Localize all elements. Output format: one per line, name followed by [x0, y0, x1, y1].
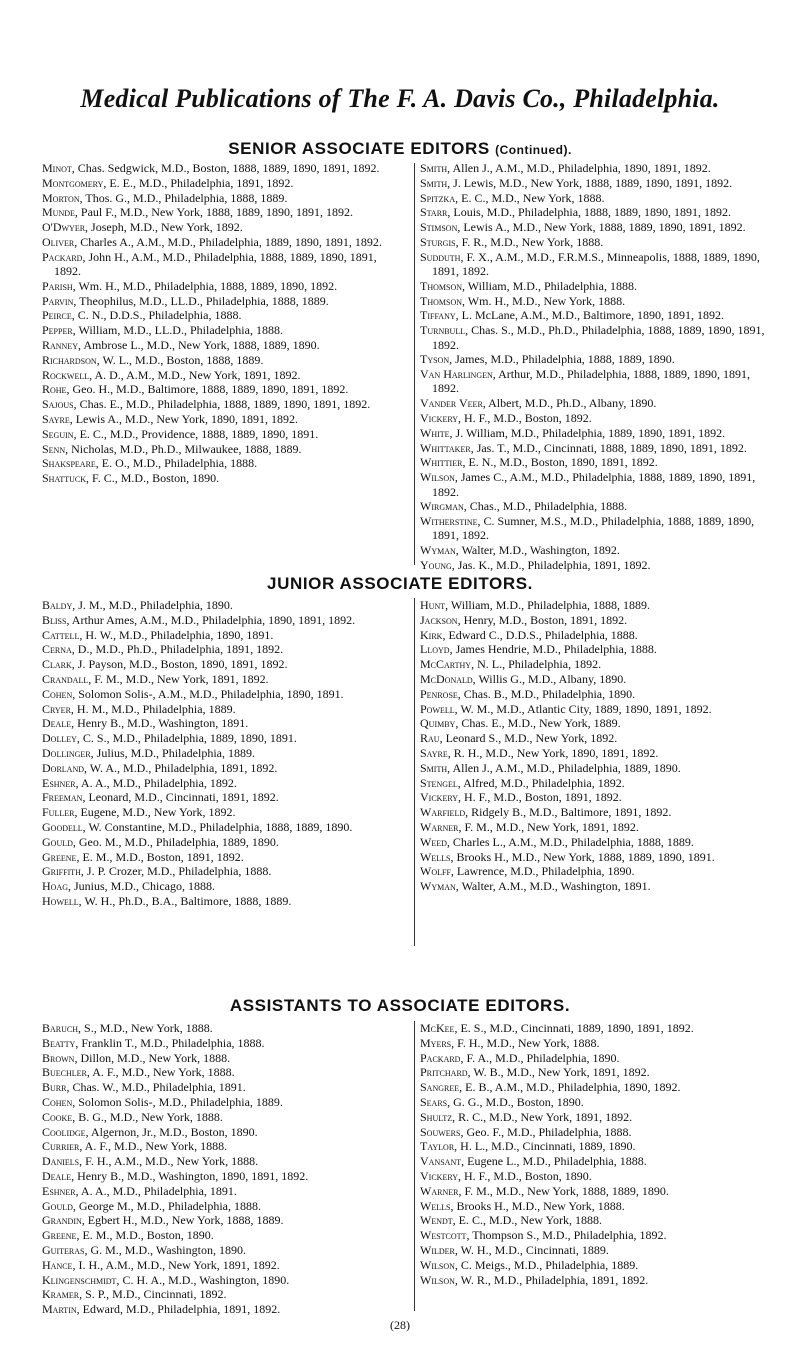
editor-surname: Whittaker — [420, 440, 471, 455]
editor-surname: Wilson — [420, 1257, 455, 1272]
editor-surname: Wolff — [420, 864, 451, 879]
editor-surname: Dollinger — [42, 745, 91, 760]
editor-entry: Kirk, Edward C., D.D.S., Philadelphia, 1888. — [420, 627, 638, 642]
editor-surname: Shakspeare — [42, 456, 96, 471]
editor-entry: Spitzka, E. C., M.D., New York, 1888. — [420, 190, 605, 205]
page-number: (28) — [390, 1318, 410, 1332]
editor-entry: Wilson, James C., A.M., M.D., Philadelphia, 1888, 1889, 1890, 1891, 1892. — [420, 470, 756, 499]
editor-entry: McKee, E. S., M.D., Cincinnati, 1889, 1890, 1891, 1892. — [420, 1021, 694, 1035]
editor-entry: Munde, Paul F., M.D., New York, 1888, 1889, 1890, 1891, 1892. — [42, 205, 353, 220]
editor-surname: Cohen — [42, 1094, 73, 1109]
editor-surname: Minot — [42, 161, 72, 175]
editor-entry: Sayre, Lewis A., M.D., New York, 1890, 1891, 1892. — [42, 412, 299, 427]
editor-surname: Greene — [42, 849, 77, 864]
editor-entry: Daniels, F. H., A.M., M.D., New York, 1888. — [42, 1154, 259, 1169]
editor-surname: Thomson — [420, 293, 463, 308]
editor-surname: Richardson — [42, 352, 97, 367]
editor-entry: Cohen, Solomon Solis-, M.D., Philadelphia, 1889. — [42, 1094, 283, 1109]
editor-surname: Packard — [42, 249, 83, 264]
editor-entry: Smith, Allen J., A.M., M.D., Philadelphia, 1889, 1890. — [420, 760, 681, 775]
editor-surname: Baldy — [42, 598, 73, 612]
editor-entry: Kramer, S. P., M.D., Cincinnati, 1892. — [42, 1287, 227, 1302]
section-title-assistants: ASSISTANTS TO ASSOCIATE EDITORS. — [229, 996, 571, 1015]
editor-surname: Sayre — [420, 745, 448, 760]
editor-entry: Powell, W. M., M.D., Atlantic City, 1889, 1890, 1891, 1892. — [420, 701, 712, 716]
editor-surname: Taylor — [420, 1139, 455, 1154]
editor-surname: McCarthy — [420, 657, 472, 672]
editor-entry: Packard, F. A., M.D., Philadelphia, 1890. — [420, 1050, 620, 1065]
editor-surname: Bliss — [42, 612, 67, 627]
editor-surname: Quimby — [420, 716, 456, 731]
editor-surname: Wilson — [420, 1272, 455, 1287]
editor-surname: Cryer — [42, 701, 71, 716]
editor-surname: Shattuck — [42, 471, 87, 486]
editor-entry: Cohen, Solomon Solis-, A.M., M.D., Philadelphia, 1890, 1891. — [42, 686, 344, 701]
editor-surname: Wirgman — [420, 499, 464, 514]
editor-entry: Taylor, H. L., M.D., Cincinnati, 1889, 1890. — [420, 1139, 636, 1154]
editor-surname: Seguin — [42, 426, 74, 441]
editor-entry: Witherstine, C. Sumner, M.S., M.D., Philadelphia, 1888, 1889, 1890, 1891, 1892. — [420, 514, 755, 543]
editor-entry: Rockwell, A. D., A.M., M.D., New York, 1891, 1892. — [42, 367, 301, 382]
editor-entry: Vickery, H. F., M.D., Boston, 1891, 1892. — [420, 790, 622, 805]
editor-surname: Eshner — [42, 775, 76, 790]
editor-surname: Vansant — [420, 1154, 462, 1169]
editor-surname: Sudduth — [420, 249, 461, 264]
editor-entry: Warfield, Ridgely B., M.D., Baltimore, 1891, 1892. — [420, 805, 672, 820]
junior-left-column — [42, 598, 390, 909]
senior-right-column — [420, 161, 768, 573]
editor-surname: Rau — [420, 731, 440, 746]
editor-entry: Sturgis, F. R., M.D., New York, 1888. — [420, 234, 604, 249]
editor-entry: Martin, Edward, M.D., Philadelphia, 1891, 1892. — [42, 1302, 281, 1317]
section-title-senior-suffix: (Continued). — [495, 143, 572, 157]
editor-surname: Starr — [420, 205, 448, 220]
editor-surname: Fuller — [42, 805, 75, 820]
editor-surname: Cattell — [42, 627, 80, 642]
editor-surname: Sangree — [420, 1080, 460, 1095]
editor-entry: Young, Jas. K., M.D., Philadelphia, 1891, 1892. — [420, 558, 651, 573]
editor-entry: Myers, F. H., M.D., New York, 1888. — [420, 1035, 600, 1050]
editor-entry: Cooke, B. G., M.D., New York, 1888. — [42, 1109, 223, 1124]
section-title-junior: JUNIOR ASSOCIATE EDITORS. — [267, 574, 533, 593]
editor-entry: Sangree, E. B., A.M., M.D., Philadelphia, 1890, 1892. — [420, 1080, 681, 1095]
editor-surname: Martin — [42, 1302, 77, 1317]
editor-surname: Smith — [420, 760, 448, 775]
editor-surname: Klingenschmidt — [42, 1272, 117, 1287]
assistants-left-column — [42, 1021, 390, 1317]
editor-surname: Clark — [42, 657, 72, 672]
editor-entry: Dollinger, Julius, M.D., Philadelphia, 1889. — [42, 745, 256, 760]
editor-surname: Buechler — [42, 1065, 87, 1080]
column-divider — [414, 598, 415, 946]
editor-surname: Smith — [420, 175, 448, 190]
editor-surname: Westcott — [420, 1228, 467, 1243]
editor-entry: Sayre, R. H., M.D., New York, 1890, 1891, 1892. — [420, 745, 659, 760]
editor-entry: Shakspeare, E. O., M.D., Philadelphia, 1888. — [42, 456, 258, 471]
editor-entry: Wyman, Walter, A.M., M.D., Washington, 1891. — [420, 879, 651, 894]
editor-entry: McDonald, Willis G., M.D., Albany, 1890. — [420, 671, 627, 686]
editor-surname: Stengel — [420, 775, 458, 790]
editor-surname: Deale — [42, 1168, 72, 1183]
editor-entry: Packard, John H., A.M., M.D., Philadelphia, 1888, 1889, 1890, 1891, 1892. — [42, 249, 377, 279]
editor-surname: Dolley — [42, 731, 77, 746]
editor-entry: Quimby, Chas. E., M.D., New York, 1889. — [420, 716, 621, 731]
section-title-senior-text: SENIOR ASSOCIATE EDITORS — [228, 139, 490, 158]
editor-entry: Wirgman, Chas., M.D., Philadelphia, 1888. — [420, 499, 628, 514]
editor-entry: Vickery, H. F., M.D., Boston, 1890. — [420, 1168, 592, 1183]
editor-surname: Brown — [42, 1050, 75, 1065]
editor-entry: Wilder, W. H., M.D., Cincinnati, 1889. — [420, 1242, 609, 1257]
editor-entry: Parvin, Theophilus, M.D., LL.D., Philadelphia, 1888, 1889. — [42, 293, 329, 308]
editor-surname: Cooke — [42, 1109, 73, 1124]
editor-entry: Sears, G. G., M.D., Boston, 1890. — [420, 1094, 584, 1109]
editor-entry: Rohe, Geo. H., M.D., Baltimore, 1888, 1889, 1890, 1891, 1892. — [42, 382, 349, 397]
editor-surname: O'Dwyer — [42, 220, 86, 235]
editor-surname: Jackson — [420, 612, 458, 627]
editor-surname: Tyson — [420, 352, 450, 367]
editor-surname: McKee — [420, 1021, 455, 1035]
editor-entry: Dorland, W. A., M.D., Philadelphia, 1891, 1892. — [42, 760, 278, 775]
editor-entry: Wyman, Walter, M.D., Washington, 1892. — [420, 543, 620, 558]
editor-surname: Wyman — [420, 543, 456, 558]
editor-entry: Rau, Leonard S., M.D., New York, 1892. — [420, 731, 618, 746]
editor-entry: Sudduth, F. X., A.M., M.D., F.R.M.S., Minneapolis, 1888, 1889, 1890, 1891, 1892. — [420, 249, 760, 279]
editor-surname: Vander Veer — [420, 396, 483, 411]
editor-surname: Greene — [42, 1228, 77, 1243]
editor-entry: Vickery, H. F., M.D., Boston, 1892. — [420, 411, 592, 426]
editor-entry: Wells, Brooks H., M.D., New York, 1888, 1889, 1890, 1891. — [420, 849, 715, 864]
column-divider — [414, 163, 415, 565]
editor-surname: Guiteras — [42, 1242, 85, 1257]
editor-entry: Westcott, Thompson S., M.D., Philadelphia, 1892. — [420, 1228, 667, 1243]
editor-surname: White — [420, 425, 450, 440]
editor-entry: Dolley, C. S., M.D., Philadelphia, 1889, 1890, 1891. — [42, 731, 297, 746]
editor-entry: Thomson, William, M.D., Philadelphia, 1888. — [420, 278, 637, 293]
editor-surname: Smith — [420, 161, 448, 175]
editor-entry: Greene, E. M., M.D., Boston, 1890. — [42, 1228, 214, 1243]
editor-entry: Deale, Henry B., M.D., Washington, 1890, 1891, 1892. — [42, 1168, 309, 1183]
editor-surname: Sayre — [42, 412, 70, 427]
editor-entry: Howell, W. H., Ph.D., B.A., Baltimore, 1888, 1889. — [42, 893, 292, 908]
editor-surname: Burr — [42, 1080, 67, 1095]
editor-entry: Buechler, A. F., M.D., New York, 1888. — [42, 1065, 235, 1080]
editor-entry: Warner, F. M., M.D., New York, 1888, 1889, 1890. — [420, 1183, 669, 1198]
editor-surname: Freeman — [42, 790, 83, 805]
editor-entry: Baldy, J. M., M.D., Philadelphia, 1890. — [42, 598, 233, 612]
editor-entry: Ranney, Ambrose L., M.D., New York, 1888, 1889, 1890. — [42, 338, 320, 353]
editor-surname: Warner — [420, 819, 459, 834]
editor-entry: Van Harlingen, Arthur, M.D., Philadelphia, 1888, 1889, 1890, 1891, 1892. — [420, 367, 750, 396]
editor-surname: Grandin — [42, 1213, 82, 1228]
editor-entry: Sajous, Chas. E., M.D., Philadelphia, 1888, 1889, 1890, 1891, 1892. — [42, 397, 371, 412]
editor-surname: Thomson — [420, 278, 463, 293]
editor-surname: Souwers — [420, 1124, 461, 1139]
editor-surname: Wilder — [420, 1242, 455, 1257]
editor-surname: Myers — [420, 1035, 452, 1050]
editor-surname: Crandall — [42, 671, 89, 686]
editor-surname: Ranney — [42, 338, 78, 353]
editor-surname: Rohe — [42, 382, 67, 397]
editor-surname: Stimson — [420, 220, 458, 235]
editor-surname: Peirce — [42, 308, 72, 323]
editor-surname: Young — [420, 558, 452, 573]
editor-entry: Fuller, Eugene, M.D., New York, 1892. — [42, 805, 236, 820]
editor-entry: Gould, George M., M.D., Philadelphia, 1888. — [42, 1198, 261, 1213]
editor-surname: Weed — [420, 834, 447, 849]
editor-entry: Klingenschmidt, C. H. A., M.D., Washington, 1890. — [42, 1272, 290, 1287]
editor-surname: Hoag — [42, 879, 68, 894]
editor-surname: Kirk — [420, 627, 443, 642]
editor-entry: McCarthy, N. L., Philadelphia, 1892. — [420, 657, 602, 672]
editor-entry: Pepper, William, M.D., LL.D., Philadelphia, 1888. — [42, 323, 283, 338]
editor-entry: Guiteras, G. M., M.D., Washington, 1890. — [42, 1242, 246, 1257]
editor-entry: Goodell, W. Constantine, M.D., Philadelphia, 1888, 1889, 1890. — [42, 819, 353, 834]
editor-surname: Gould — [42, 1198, 73, 1213]
editor-entry: Vansant, Eugene L., M.D., Philadelphia, 1888. — [420, 1154, 647, 1169]
editor-entry: Crandall, F. M., M.D., New York, 1891, 1892. — [42, 671, 269, 686]
editor-surname: Vickery — [420, 411, 459, 426]
editor-surname: Witherstine — [420, 514, 478, 529]
editor-surname: Warfield — [420, 805, 466, 820]
editor-surname: Shultz — [420, 1109, 453, 1124]
editor-entry: Seguin, E. C., M.D., Providence, 1888, 1889, 1890, 1891. — [42, 426, 319, 441]
editor-surname: Spitzka — [420, 190, 456, 205]
editor-entry: Cryer, H. M., M.D., Philadelphia, 1889. — [42, 701, 236, 716]
editor-entry: Burr, Chas. W., M.D., Philadelphia, 1891. — [42, 1080, 246, 1095]
editor-surname: Eshner — [42, 1183, 76, 1198]
editor-entry: Senn, Nicholas, M.D., Ph.D., Milwaukee, 1888, 1889. — [42, 441, 302, 456]
editor-entry: Weed, Charles L., A.M., M.D., Philadelphia, 1888, 1889. — [420, 834, 694, 849]
editor-entry: Cerna, D., M.D., Ph.D., Philadelphia, 1891, 1892. — [42, 642, 284, 657]
editor-surname: Pepper — [42, 323, 73, 338]
editor-surname: Morton — [42, 190, 80, 205]
editor-surname: Sturgis — [420, 234, 456, 249]
editor-surname: Deale — [42, 716, 72, 731]
editor-surname: Vickery — [420, 1168, 459, 1183]
editor-surname: Tiffany — [420, 308, 456, 323]
editor-entry: Souwers, Geo. F., M.D., Philadelphia, 1888. — [420, 1124, 632, 1139]
editor-entry: Whittaker, Jas. T., M.D., Cincinnati, 1888, 1889, 1890, 1891, 1892. — [420, 440, 747, 455]
editor-entry: Cattell, H. W., M.D., Philadelphia, 1890, 1891. — [42, 627, 274, 642]
editor-surname: Hunt — [420, 598, 446, 612]
editor-surname: Wells — [420, 849, 451, 864]
editor-surname: Munde — [42, 205, 75, 220]
editor-surname: Wendt — [420, 1213, 453, 1228]
editor-entry: Thomson, Wm. H., M.D., New York, 1888. — [420, 293, 626, 308]
editor-entry: Shattuck, F. C., M.D., Boston, 1890. — [42, 471, 220, 486]
editor-entry: Peirce, C. N., D.D.S., Philadelphia, 1888. — [42, 308, 242, 323]
editor-surname: Hance — [42, 1257, 73, 1272]
editor-surname: Currier — [42, 1139, 80, 1154]
editor-entry: Hance, I. H., A.M., M.D., New York, 1891, 1892. — [42, 1257, 280, 1272]
editor-surname: McDonald — [420, 671, 473, 686]
editor-surname: Wilson — [420, 470, 455, 485]
section-title-senior — [0, 139, 800, 159]
editor-entry: Parish, Wm. H., M.D., Philadelphia, 1888, 1889, 1890, 1892. — [42, 278, 338, 293]
editor-entry: Wolff, Lawrence, M.D., Philadelphia, 1890. — [420, 864, 635, 879]
editor-surname: Parvin — [42, 293, 74, 308]
editor-surname: Turnbull — [420, 323, 466, 338]
editor-entry: Morton, Thos. G., M.D., Philadelphia, 1888, 1889. — [42, 190, 288, 205]
editor-surname: Vickery — [420, 790, 459, 805]
editor-entry: Gould, Geo. M., M.D., Philadelphia, 1889, 1890. — [42, 834, 279, 849]
editor-entry: Stengel, Alfred, M.D., Philadelphia, 1892. — [420, 775, 625, 790]
editor-surname: Montgomery — [42, 175, 104, 190]
editor-surname: Van Harlingen — [420, 367, 493, 382]
editor-entry: Penrose, Chas. B., M.D., Philadelphia, 1890. — [420, 686, 636, 701]
running-head: Medical Publications of The F. A. Davis Co., Philadelphia. — [80, 84, 720, 113]
editor-entry: Freeman, Leonard, M.D., Cincinnati, 1891, 1892. — [42, 790, 279, 805]
editor-surname: Senn — [42, 441, 66, 456]
editor-entry: Smith, Allen J., A.M., M.D., Philadelphia, 1890, 1891, 1892. — [420, 161, 711, 175]
junior-right-column — [420, 598, 768, 894]
editor-entry: Pritchard, W. B., M.D., New York, 1891, 1892. — [420, 1065, 650, 1080]
editor-surname: Dorland — [42, 760, 84, 775]
editor-entry: Shultz, R. C., M.D., New York, 1891, 1892. — [420, 1109, 633, 1124]
editor-entry: Turnbull, Chas. S., M.D., Ph.D., Philadelphia, 1888, 1889, 1890, 1891, 1892. — [420, 323, 765, 352]
editor-entry: Currier, A. F., M.D., New York, 1888. — [42, 1139, 228, 1154]
editor-entry: Eshner, A. A., M.D., Philadelphia, 1891. — [42, 1183, 237, 1198]
column-divider — [414, 1021, 415, 1311]
editor-entry: Warner, F. M., M.D., New York, 1891, 1892. — [420, 819, 639, 834]
editor-surname: Powell — [420, 701, 455, 716]
editor-surname: Parish — [42, 278, 73, 293]
editor-entry: Baruch, S., M.D., New York, 1888. — [42, 1021, 213, 1035]
editor-entry: O'Dwyer, Joseph, M.D., New York, 1892. — [42, 220, 243, 235]
editor-entry: Greene, E. M., M.D., Boston, 1891, 1892. — [42, 849, 244, 864]
editor-entry: Clark, J. Payson, M.D., Boston, 1890, 1891, 1892. — [42, 657, 288, 672]
editor-surname: Packard — [420, 1050, 461, 1065]
editor-entry: Montgomery, E. E., M.D., Philadelphia, 1891, 1892. — [42, 175, 294, 190]
editor-surname: Sajous — [42, 397, 74, 412]
editor-entry: Hunt, William, M.D., Philadelphia, 1888, 1889. — [420, 598, 651, 612]
editor-entry: Jackson, Henry, M.D., Boston, 1891, 1892. — [420, 612, 628, 627]
editor-entry: Bliss, Arthur Ames, A.M., M.D., Philadelphia, 1890, 1891, 1892. — [42, 612, 356, 627]
editor-entry: Richardson, W. L., M.D., Boston, 1888, 1889. — [42, 352, 264, 367]
editor-entry: Oliver, Charles A., A.M., M.D., Philadelphia, 1889, 1890, 1891, 1892. — [42, 234, 382, 249]
editor-entry: Wilson, C. Meigs., M.D., Philadelphia, 1889. — [420, 1257, 639, 1272]
editor-entry: Starr, Louis, M.D., Philadelphia, 1888, 1889, 1890, 1891, 1892. — [420, 205, 732, 220]
editor-entry: Stimson, Lewis A., M.D., New York, 1888, 1889, 1890, 1891, 1892. — [420, 220, 746, 235]
editor-entry: Tyson, James, M.D., Philadelphia, 1888, 1889, 1890. — [420, 352, 675, 367]
editor-entry: Smith, J. Lewis, M.D., New York, 1888, 1889, 1890, 1891, 1892. — [420, 175, 733, 190]
editor-surname: Daniels — [42, 1154, 80, 1169]
editor-surname: Pritchard — [420, 1065, 468, 1080]
editor-surname: Wyman — [420, 879, 456, 894]
senior-left-column — [42, 161, 390, 486]
editor-entry: Coolidge, Algernon, Jr., M.D., Boston, 1890. — [42, 1124, 258, 1139]
editor-entry: Wendt, E. C., M.D., New York, 1888. — [420, 1213, 602, 1228]
editor-surname: Wells — [420, 1198, 451, 1213]
editor-entry: Wilson, W. R., M.D., Philadelphia, 1891, 1892. — [420, 1272, 649, 1287]
editor-surname: Cerna — [42, 642, 72, 657]
assistants-right-column — [420, 1021, 768, 1287]
editor-surname: Rockwell — [42, 367, 90, 382]
editor-surname: Whittier — [420, 455, 463, 470]
editor-surname: Lloyd — [420, 642, 450, 657]
editor-entry: Grandin, Egbert H., M.D., New York, 1888, 1889. — [42, 1213, 284, 1228]
editor-entry: Tiffany, L. McLane, A.M., M.D., Baltimore, 1890, 1891, 1892. — [420, 308, 724, 323]
editor-entry: Lloyd, James Hendrie, M.D., Philadelphia, 1888. — [420, 642, 657, 657]
editor-surname: Sears — [420, 1094, 448, 1109]
editor-surname: Kramer — [42, 1287, 80, 1302]
editor-entry: Eshner, A. A., M.D., Philadelphia, 1892. — [42, 775, 237, 790]
editor-entry: White, J. William, M.D., Philadelphia, 1889, 1890, 1891, 1892. — [420, 425, 726, 440]
editor-surname: Goodell — [42, 819, 83, 834]
editor-surname: Baruch — [42, 1021, 79, 1035]
editor-entry: Griffith, J. P. Crozer, M.D., Philadelphia, 1888. — [42, 864, 272, 879]
editor-entry: Hoag, Junius, M.D., Chicago, 1888. — [42, 879, 215, 894]
editor-surname: Penrose — [420, 686, 458, 701]
editor-surname: Gould — [42, 834, 73, 849]
editor-entry: Minot, Chas. Sedgwick, M.D., Boston, 1888, 1889, 1890, 1891, 1892. — [42, 161, 380, 175]
editor-surname: Warner — [420, 1183, 459, 1198]
editor-surname: Howell — [42, 893, 79, 908]
editor-surname: Griffith — [42, 864, 81, 879]
editor-entry: Vander Veer, Albert, M.D., Ph.D., Albany, 1890. — [420, 396, 657, 411]
editor-entry: Beatty, Franklin T., M.D., Philadelphia, 1888. — [42, 1035, 265, 1050]
editor-surname: Coolidge — [42, 1124, 86, 1139]
editor-entry: Deale, Henry B., M.D., Washington, 1891. — [42, 716, 249, 731]
editor-entry: Whittier, E. N., M.D., Boston, 1890, 1891, 1892. — [420, 455, 658, 470]
editor-surname: Oliver — [42, 234, 75, 249]
editor-surname: Beatty — [42, 1035, 76, 1050]
editor-entry: Brown, Dillon, M.D., New York, 1888. — [42, 1050, 231, 1065]
editor-entry: Wells, Brooks H., M.D., New York, 1888. — [420, 1198, 625, 1213]
editor-surname: Cohen — [42, 686, 73, 701]
